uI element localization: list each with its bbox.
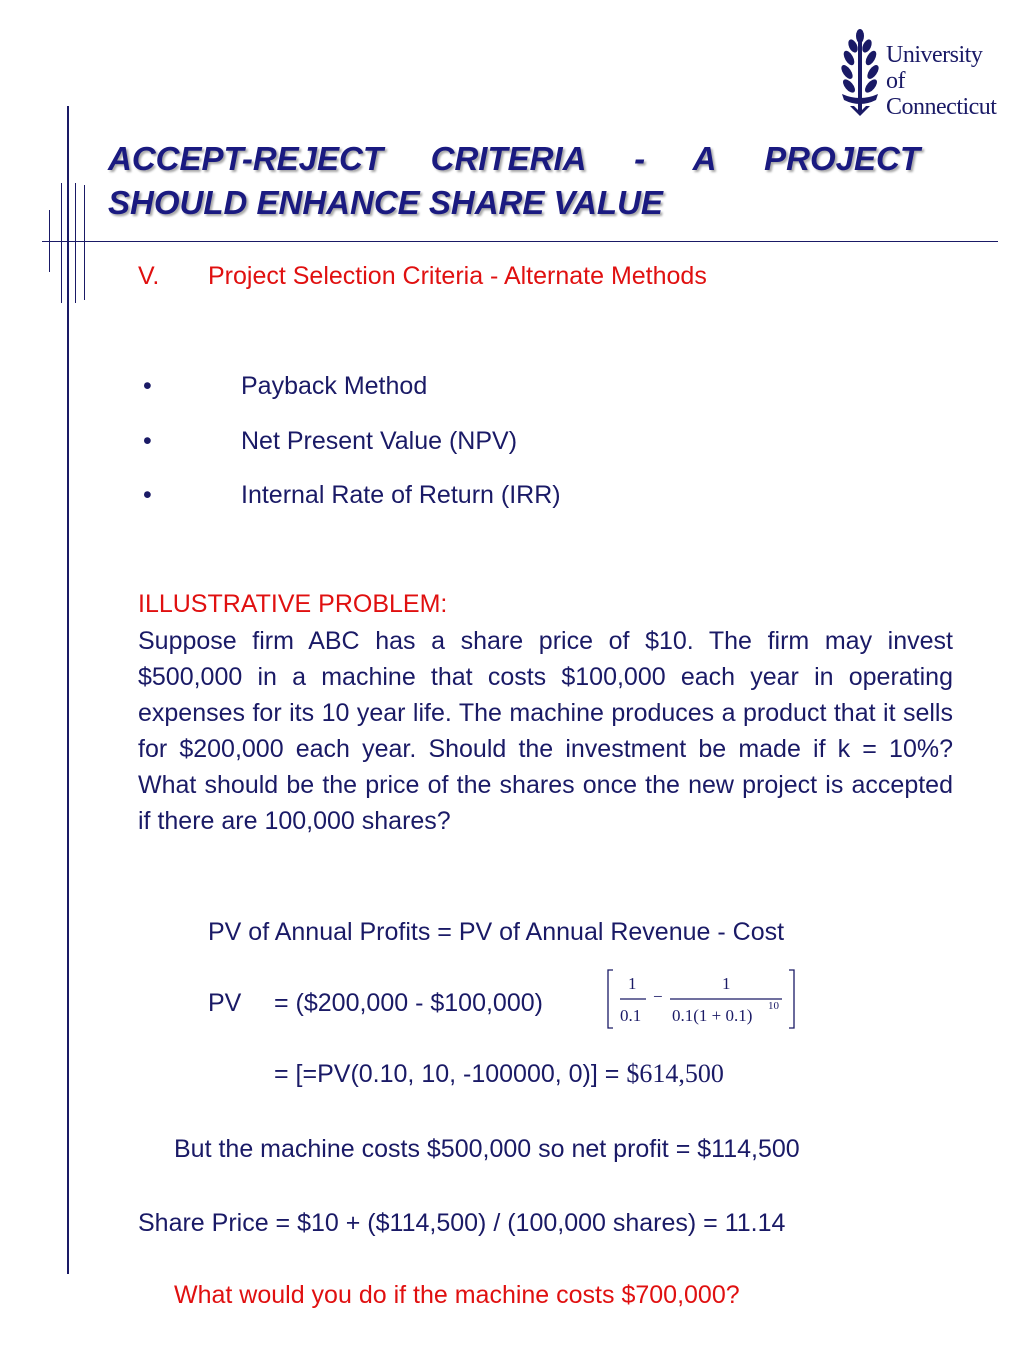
title-word: - xyxy=(634,140,646,177)
list-item xyxy=(143,368,427,404)
title-word: CRITERIA xyxy=(430,140,587,177)
wheat-sheaf-icon xyxy=(836,28,884,118)
title-line-2: SHOULD ENHANCE SHARE VALUE xyxy=(108,184,663,221)
rule-tick xyxy=(61,183,62,303)
pv-value: $614,500 xyxy=(626,1059,724,1088)
exponent: 10 xyxy=(768,1000,779,1012)
fraction-denominator: 0.1(1 + 0.1) xyxy=(672,1006,753,1025)
annuity-formula xyxy=(606,968,796,1030)
pv-label: PV xyxy=(208,989,242,1017)
pv-result-line xyxy=(274,1056,724,1092)
method-label: Internal Rate of Return (IRR) xyxy=(241,481,561,509)
net-profit-line: But the machine costs $500,000 so net profit = $114,500 xyxy=(174,1135,800,1163)
minus-sign: − xyxy=(653,987,663,1006)
bullet-icon: • xyxy=(143,372,152,400)
left-rule xyxy=(67,106,69,1274)
problem-text: Suppose firm ABC has a share price of $10. The firm may invest $500,000 in a machine that costs $100,000 each year in operating expenses for its 10 year life. The machine produces a product that it sells for $200,000 each year. Should the investment be made if k = 10%? What should be the price of the shares once the new project is accepted if there are 100,000 shares? xyxy=(138,627,953,835)
logo-line-2: Connecticut xyxy=(886,94,997,120)
list-item xyxy=(143,423,517,459)
title-underline-rule xyxy=(42,241,998,242)
pv-function: = [=PV(0.10, 10, -100000, 0)] = xyxy=(274,1060,620,1088)
fraction-denominator: 0.1 xyxy=(620,1006,642,1025)
logo-line-1: University of xyxy=(886,42,983,94)
share-price-line: Share Price = $10 + ($114,500) / (100,000 shares) = 11.14 xyxy=(138,1209,786,1237)
rule-tick xyxy=(84,185,85,300)
fraction-numerator: 1 xyxy=(722,974,731,993)
title-line-1 xyxy=(108,137,920,181)
bullet-icon: • xyxy=(143,427,152,455)
list-item xyxy=(143,477,561,513)
method-label: Net Present Value (NPV) xyxy=(241,427,518,455)
title-word: ACCEPT-REJECT xyxy=(108,140,384,177)
problem-heading: ILLUSTRATIVE PROBLEM: xyxy=(138,590,448,618)
method-label: Payback Method xyxy=(241,372,428,400)
pv-equation: = ($200,000 - $100,000) xyxy=(274,989,543,1017)
bullet-icon: • xyxy=(143,481,152,509)
section-heading xyxy=(138,258,707,294)
title-word: A xyxy=(692,140,717,177)
university-logo xyxy=(836,28,1001,120)
title-word: PROJECT xyxy=(764,140,920,177)
fraction-numerator: 1 xyxy=(628,974,637,993)
rule-tick xyxy=(75,183,76,303)
logo-text xyxy=(886,42,1001,120)
section-number: V. xyxy=(138,262,160,290)
slide-title xyxy=(108,137,928,225)
closing-question: What would you do if the machine costs $700,000? xyxy=(174,1281,740,1309)
section-title: Project Selection Criteria - Alternate Methods xyxy=(208,262,707,290)
pv-profits-line: PV of Annual Profits = PV of Annual Revenue - Cost xyxy=(208,918,785,946)
